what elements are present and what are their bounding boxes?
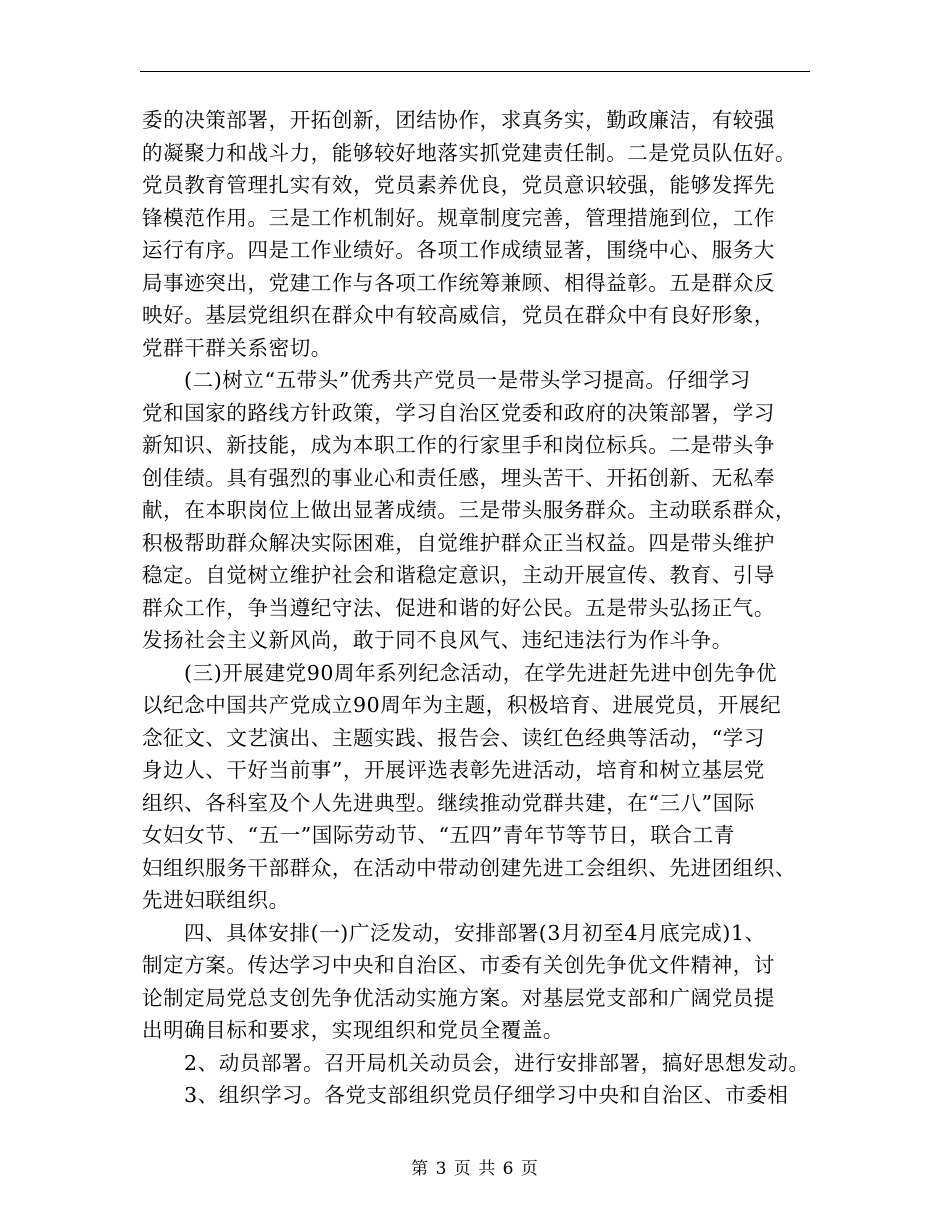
text-line: 四、具体安排(一)广泛发动，安排部署(3月初至4月底完成)1、 — [184, 920, 766, 945]
text-line: 身边人、干好当前事”，开展评选表彰先进活动，培育和树立基层党 — [142, 758, 765, 782]
page-number: 第 3 页 共 6 页 — [411, 1159, 539, 1179]
text-line: 发扬社会主义新风尚，敢于同不良风气、违纪违法行为作斗争。 — [142, 628, 733, 652]
text-line: (二)树立“五带头”优秀共产党员一是带头学习提高。仔细学习 — [184, 368, 751, 392]
text-line: (三)开展建党90周年系列纪念活动，在学先进赶先进中创先争优 — [184, 660, 778, 685]
text-line: 出明确目标和要求，实现组织和党员全覆盖。 — [142, 1018, 564, 1042]
text-line: 新知识、新技能，成为本职工作的行家里手和岗位标兵。二是带头争 — [142, 433, 775, 457]
paragraph — [142, 104, 832, 364]
text-line: 先进妇联组织。 — [142, 888, 290, 912]
header-rule — [140, 71, 810, 72]
text-line: 党员教育管理扎实有效，党员素养优良，党员意识较强，能够发挥先 — [142, 173, 775, 197]
text-line: 映好。基层党组织在群众中有较高威信，党员在群众中有良好形象， — [142, 303, 775, 327]
document-body — [142, 104, 832, 1112]
text-line: 创佳绩。具有强烈的事业心和责任感，埋头苦干、开拓创新、无私奉 — [142, 465, 775, 490]
text-line: 念征文、文艺演出、主题实践、报告会、读红色经典等活动，“学习 — [142, 725, 765, 750]
text-line: 女妇女节、“五一”国际劳动节、“五四”青年节等节日，联合工青 — [142, 823, 735, 847]
text-line: 积极帮助群众解决实际困难，自觉维护群众正当权益。四是带头维护 — [142, 530, 775, 555]
text-line: 委的决策部署，开拓创新，团结协作，求真务实，勤政廉洁，有较强 — [142, 108, 775, 132]
text-line: 运行有序。四是工作业绩好。各项工作成绩显著，围绕中心、服务大 — [142, 238, 775, 262]
text-line: 论制定局党总支创先争优活动实施方案。对基层党支部和广阔党员提 — [142, 985, 775, 1010]
text-line: 组织、各科室及个人先进典型。继续推动党群共建，在“三八”国际 — [142, 790, 755, 815]
text-line: 党和国家的路线方针政策，学习自治区党委和政府的决策部署，学习 — [142, 400, 775, 425]
text-line: 以纪念中国共产党成立90周年为主题，积极培育、进展党员，开展纪 — [142, 693, 782, 717]
paragraph — [142, 364, 832, 657]
text-line: 稳定。自觉树立维护社会和谐稳定意识，主动开展宣传、教育、引导 — [142, 563, 775, 587]
paragraph — [142, 1047, 832, 1080]
text-line: 献，在本职岗位上做出显著成绩。三是带头服务群众。主动联系群众， — [142, 498, 797, 522]
text-line: 群众工作，争当遵纪守法、促进和谐的好公民。五是带头弘扬正气。 — [142, 595, 775, 620]
text-line: 妇组织服务干部群众，在活动中带动创建先进工会组织、先进团组织、 — [142, 855, 797, 880]
paragraph — [142, 657, 832, 917]
text-line: 制定方案。传达学习中央和自治区、市委有关创先争优文件精神，讨 — [142, 953, 775, 977]
text-line: 3、组织学习。各党支部组织党员仔细学习中央和自治区、市委相 — [184, 1083, 789, 1107]
text-line: 2、动员部署。召开局机关动员会，进行安排部署，搞好思想发动。 — [184, 1050, 810, 1075]
text-line: 的凝聚力和战斗力，能够较好地落实抓党建责任制。二是党员队伍好。 — [142, 140, 797, 165]
paragraph — [142, 917, 832, 1047]
text-line: 局事迹突出，党建工作与各项工作统筹兼顾、相得益彰。五是群众反 — [142, 270, 775, 295]
text-line: 党群干群关系密切。 — [142, 335, 332, 360]
paragraph — [142, 1079, 832, 1112]
text-line: 锋模范作用。三是工作机制好。规章制度完善，管理措施到位，工作 — [142, 205, 775, 230]
